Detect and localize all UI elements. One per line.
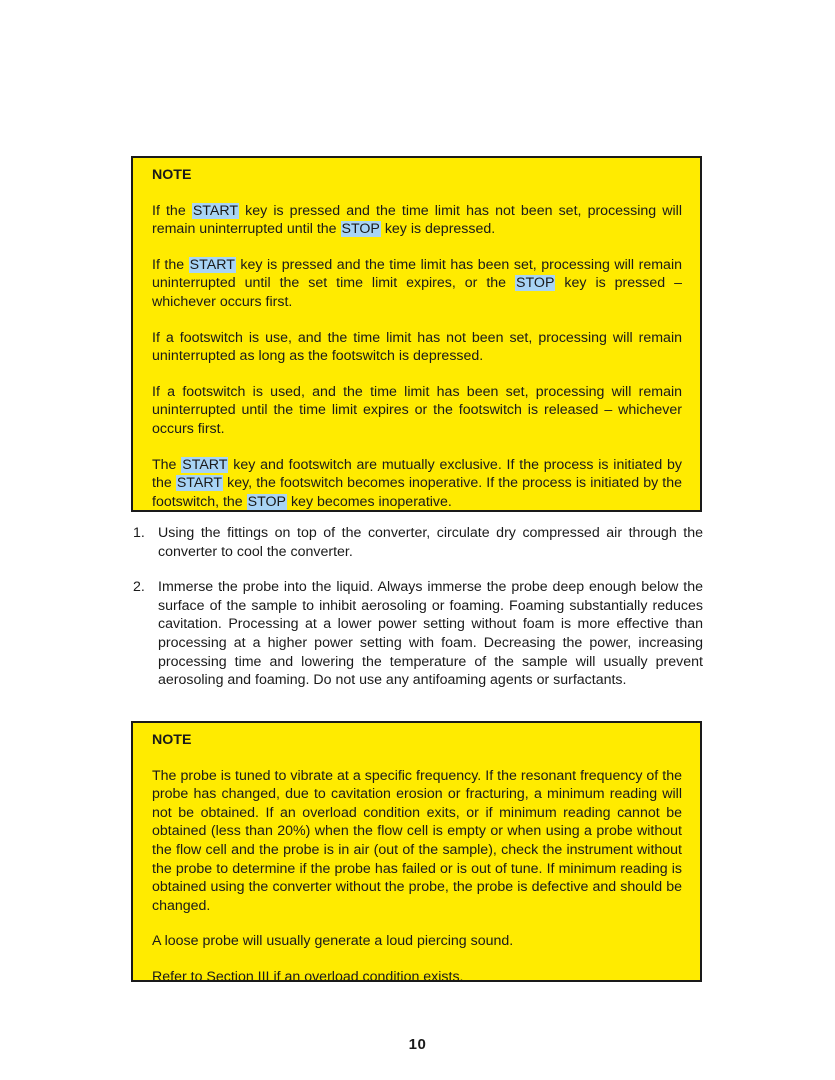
step-text: Immerse the probe into the liquid. Always immerse the probe deep enough below the surface of the sample to inhibit aerosoling or foaming. Foaming substantially reduces cavitation. Processing at a lower power setting without foam is more effective than processing at a higher power setting with foam. Decreasing the power, increasing processing time and lowering the temperature of the sample will usually prevent aerosoling and foaming. Do not use any antifoaming agents or surfactants.: [158, 579, 703, 689]
note-title: NOTE: [152, 732, 192, 748]
note-paragraph-overload: Refer to Section III if an overload condition exists.: [152, 968, 464, 985]
procedure-steps: [133, 524, 703, 707]
page-number: 10: [408, 1036, 427, 1053]
note-paragraph-start-with-limit: If the START key is pressed and the time limit has been set, processing will remain uninterrupted until the set time limit expires, or the STOP key is pressed – whichever occurs first.: [152, 256, 682, 310]
note-paragraph-resonant-frequency: The probe is tuned to vibrate at a specific frequency. If the resonant frequency of the probe has changed, due to cavitation erosion or fracturing, a minimum reading will not be obtained. If an overload condition exits, or if minimum reading cannot be obtained (less than 20%) when the flow cell is empty or when using a probe without the flow cell and the probe is in air (out of the sample), check the instrument without the probe to determine if the probe has failed or is out of tune. If minimum reading is obtained using the converter without the probe, the probe is defective and should be changed.: [152, 767, 682, 914]
note-paragraph-footswitch-no-limit: If a footswitch is use, and the time limit has not been set, processing will remain uninterrupted as long as the footswitch is depressed.: [152, 329, 682, 365]
start-key-highlight: START: [192, 202, 239, 219]
stop-key-highlight: STOP: [516, 275, 555, 292]
step-item: [133, 578, 703, 690]
step-number: 2.: [133, 579, 145, 596]
note-box-probe-tuning: [131, 721, 702, 985]
note-paragraph-start-no-limit: If the START key is pressed and the time limit has not been set, processing will remain uninterrupted until the STOP key is depressed.: [152, 202, 682, 238]
stop-key-highlight: STOP: [341, 221, 380, 238]
note-box-start-stop: [131, 156, 702, 512]
start-key-highlight: START: [189, 256, 235, 273]
step-number: 1.: [133, 525, 145, 541]
note-paragraph-footswitch-with-limit: If a footswitch is used, and the time limit has been set, processing will remain uninterrupted until the time limit expires or the footswitch is released – whichever occurs first.: [152, 383, 682, 437]
note-title: NOTE: [152, 167, 192, 183]
step-text: Using the fittings on top of the converter, circulate dry compressed air through the converter to cool the converter.: [158, 525, 703, 560]
stop-key-highlight: STOP: [247, 493, 287, 510]
start-key-highlight: START: [176, 475, 223, 492]
step-item: [133, 524, 703, 561]
note-paragraph-loose-probe: A loose probe will usually generate a loud piercing sound.: [152, 933, 514, 950]
note-paragraph-mutually-exclusive: The START key and footswitch are mutually exclusive. If the process is initiated by the START key, the footswitch becomes inoperative. If the process is initiated by the footswitch, the STOP key becomes inoperative.: [152, 456, 683, 510]
start-key-highlight: START: [182, 456, 228, 473]
